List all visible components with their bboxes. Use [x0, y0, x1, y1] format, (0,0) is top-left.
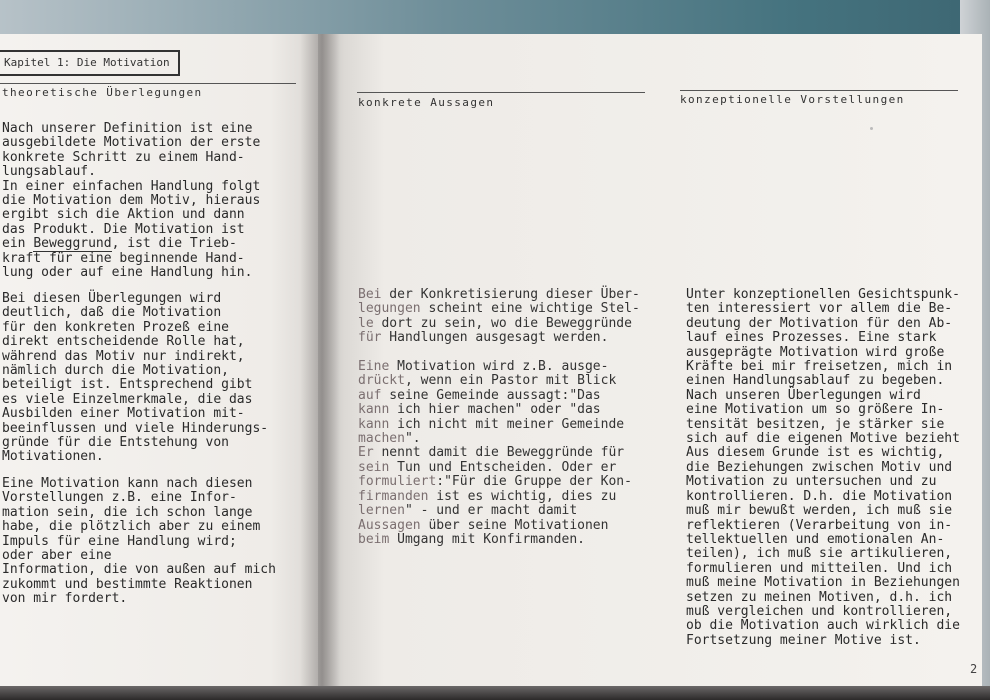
chapter-title: Kapitel 1: Die Motivation — [4, 56, 170, 69]
middle-line-start: machen — [358, 431, 405, 447]
middle-line — [358, 460, 616, 475]
middle-line — [358, 388, 601, 403]
middle-line — [358, 316, 632, 331]
header-conceptual: konzeptionelle Vorstellungen — [680, 93, 905, 106]
background-top-band — [0, 0, 990, 38]
book-gutter — [300, 34, 340, 686]
middle-line-rest: der Konkretisierung dieser Über- — [381, 287, 640, 302]
middle-line — [358, 489, 616, 504]
middle-line-rest: Handlungen ausgesagt werden. — [381, 330, 609, 346]
middle-line-start: für — [358, 330, 382, 346]
middle-line-rest: ich nicht mit meiner Gemeinde — [389, 416, 625, 432]
middle-line-start: kann — [358, 402, 390, 418]
middle-line-rest: :"Für die Gruppe der Kon- — [436, 474, 632, 490]
left-paragraph-1: Nach unserer Definition ist eine ausgebildete Motivation der erste konkrete Schritt zu einem Hand- lungsablauf. In einer einfachen Handlung folgt die Motivation dem Motiv, hieraus ergibt sich die Aktion und dann das Produkt. Die Motivation ist — [2, 121, 261, 237]
left-paragraph-1-line: ein Beweggrund, ist die Trieb- — [2, 236, 237, 252]
middle-line-start: le — [358, 315, 374, 331]
middle-line-start: lernen — [358, 503, 405, 519]
middle-line — [358, 330, 608, 345]
middle-line — [358, 301, 640, 316]
middle-line-start: auf — [358, 387, 382, 403]
middle-column-text — [358, 288, 640, 547]
middle-line — [358, 402, 601, 417]
middle-line-start: legungen — [358, 301, 421, 317]
middle-line — [358, 359, 608, 374]
middle-line-rest: Umgang mit Konfirmanden. — [389, 531, 585, 547]
middle-line-start: formuliert — [358, 474, 437, 490]
middle-line-start: firmanden — [358, 488, 429, 504]
right-header-rule — [680, 90, 958, 91]
middle-line-start: Er — [358, 445, 374, 461]
page-number: 2 — [970, 662, 978, 676]
middle-line-start: Eine — [358, 359, 390, 375]
middle-line-rest: dort zu sein, wo die Beweggründe — [373, 315, 632, 331]
middle-line-start: beim — [358, 531, 390, 547]
middle-line-start: Aussagen — [358, 517, 421, 533]
middle-line — [358, 474, 632, 489]
middle-line-rest: scheint eine wichtige Stel- — [420, 301, 640, 317]
middle-line — [358, 503, 577, 518]
header-theoretical: theoretische Überlegungen — [2, 86, 203, 99]
middle-line-rest: ich hier machen" oder "das — [389, 402, 601, 418]
chapter-title-box — [0, 50, 180, 76]
middle-line-rest: Motivation wird z.B. ausge- — [389, 359, 609, 375]
middle-line — [358, 431, 421, 446]
middle-line-rest: über seine Motivationen — [420, 517, 609, 533]
background-bottom-band — [0, 686, 990, 700]
middle-line — [358, 445, 624, 460]
middle-line-start: sein — [358, 459, 390, 475]
paper-speck — [870, 127, 873, 130]
middle-header-rule — [357, 92, 645, 93]
left-paragraph-3: Eine Motivation kann nach diesen Vorstellungen z.B. eine Infor- mation sein, die ich schon lange habe, die plötzlich aber zu einem Impuls für eine Handlung wird; oder aber eine Information, die von außen auf mich zukommt und bestimmte Reaktionen von mir fordert. — [2, 476, 276, 607]
middle-line — [358, 532, 585, 547]
middle-line-start: kann — [358, 416, 390, 432]
middle-line-rest: nennt damit die Beweggründe für — [373, 445, 625, 461]
middle-line-rest: ". — [404, 431, 421, 447]
middle-line-rest: Tun und Entscheiden. Oder er — [389, 459, 617, 475]
middle-line — [358, 518, 608, 533]
underlined-term: Beweggrund — [33, 236, 112, 252]
middle-line — [358, 373, 616, 388]
middle-line-start: drückt — [358, 373, 405, 389]
left-paragraph-1-tail: kraft für eine beginnende Hand- lung oder auf eine Handlung hin. — [2, 250, 253, 280]
left-header-rule — [0, 83, 296, 84]
middle-line — [358, 417, 624, 432]
middle-line-rest: , wenn ein Pastor mit Blick — [404, 373, 617, 389]
middle-line-rest: " - und er macht damit — [404, 503, 578, 519]
middle-line-rest: ist es wichtig, dies zu — [428, 488, 617, 504]
middle-line — [358, 287, 640, 302]
left-paragraph-2: Bei diesen Überlegungen wird deutlich, daß die Motivation für den konkreten Prozeß eine direkt entscheidende Rolle hat, während das Motiv nur indirekt, nämlich durch die Motivation, beteiligt ist. Entsprechend gibt es viele Einzelmerkmale, die das Ausbilden einer Motivation mit- beeinflussen und viele Hinderungs- gründe für die Entstehung von Motivationen. — [2, 291, 269, 465]
middle-line-rest: seine Gemeinde aussagt:"Das — [381, 387, 601, 403]
header-concrete: konkrete Aussagen — [358, 96, 495, 109]
middle-line-start: Bei — [358, 287, 382, 302]
right-column-text: Unter konzeptionellen Gesichtspunk- ten interessiert vor allem die Be- deutung der Motivation für den Ab- lauf eines Prozesses. Eine stark ausgeprägte Motivation wird große Kräfte bei mir freisetzen, mich in einen Handlungsablauf zu begeben. Nach unseren Überlegungen wird eine Motivation um so größere In- tensität besitzen, je stärker sie sich auf die eigenen Motive bezieht Aus diesem Grunde ist es wichtig, die Beziehungen zwischen Motiv und Motivation zu untersuchen und zu kontrollieren. D.h. die Motivation muß mir bewußt werden, ich muß sie reflektieren (Verarbeitung von in- tellektuellen und emotionalen An- teilen), ich muß sie artikulieren, formulieren und mitteilen. Und ich muß meine Motivation in Beziehungen setzen zu meinen Motiven, d.h. ich muß vergleichen und kontrollieren, ob die Motivation auch wirklich die Fortsetzung meiner Motive ist. — [686, 287, 960, 648]
